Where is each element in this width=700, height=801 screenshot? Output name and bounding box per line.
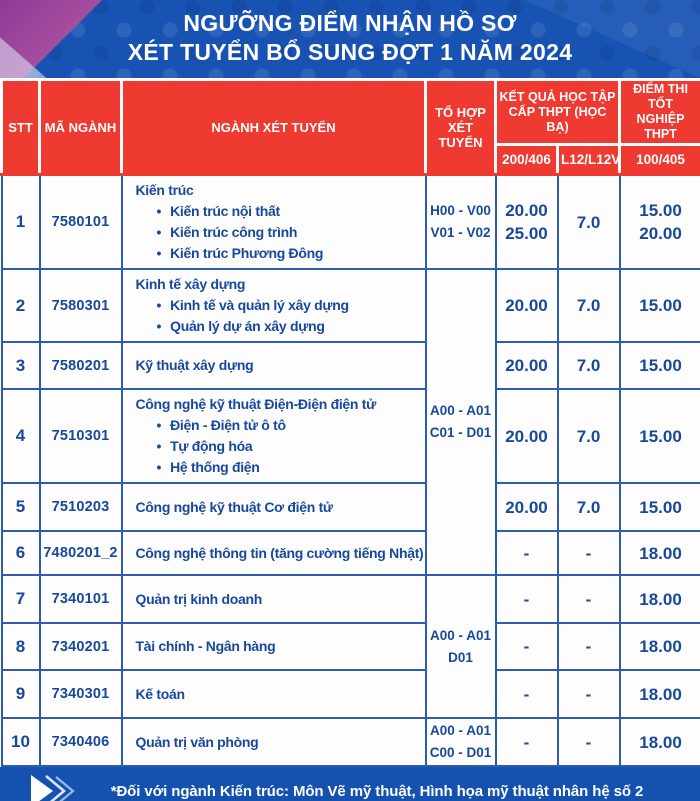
major-name: Công nghệ kỹ thuật Cơ điện tử	[135, 498, 333, 515]
major-sub-item	[136, 457, 423, 478]
cell-line: 7.0	[576, 296, 601, 315]
major-name: Công nghệ kỹ thuật Điện-Điện điện tử	[135, 396, 376, 412]
col-header-200-406: 200/406	[496, 145, 558, 175]
cell-line: -	[585, 684, 592, 704]
cell-line: 7.0	[576, 426, 601, 446]
major-name: Kiến trúc	[135, 182, 194, 198]
col-header-100-405: 100/405	[620, 145, 700, 175]
col-header-thi-group: ĐIỂM THI TỐT NGHIỆP THPT	[620, 80, 700, 145]
bullet-icon: •	[156, 417, 162, 433]
score-100-405-cell	[620, 718, 700, 766]
tohop-cell	[426, 269, 496, 575]
stt-cell: 9	[2, 670, 40, 718]
score-100-405-cell	[620, 670, 700, 718]
cell-line: V01 - V02	[430, 225, 491, 240]
score-100-405-cell	[620, 623, 700, 670]
col-header-tohop: TỔ HỢP XÉT TUYỂN	[426, 80, 496, 175]
tohop-cell	[426, 575, 496, 718]
table-row	[2, 718, 700, 766]
score-200-406-cell	[496, 623, 558, 670]
major-name: Kỹ thuật xây dựng	[135, 357, 254, 373]
table-header	[2, 80, 700, 175]
major-code-cell: 7340301	[40, 670, 122, 718]
major-cell	[122, 175, 426, 270]
major-sub-item	[136, 222, 423, 243]
cell-line: -	[585, 589, 592, 609]
score-100-405-cell	[620, 342, 700, 389]
score-100-405-cell	[620, 575, 700, 623]
major-code-cell: 7340101	[40, 575, 122, 623]
score-200-406-cell	[496, 389, 558, 483]
tohop-cell	[426, 175, 496, 270]
score-l12-l12v-cell	[558, 175, 620, 270]
score-100-405-cell	[620, 175, 700, 270]
major-sub-label: Kinh tế và quản lý xây dựng	[170, 297, 349, 313]
cell-line: 7.0	[576, 356, 601, 375]
major-sub-label: Hệ thống điện	[170, 459, 260, 475]
col-header-major: NGÀNH XÉT TUYỂN	[122, 80, 426, 175]
major-name: Kinh tế xây dựng	[135, 276, 246, 292]
major-sub-label: Kiến trúc Phương Đông	[170, 245, 324, 261]
major-sub-item	[136, 201, 423, 222]
cell-line: 20.00	[505, 296, 548, 315]
major-code-cell: 7510203	[40, 483, 122, 531]
bullet-icon: •	[156, 224, 162, 240]
major-cell	[122, 718, 426, 766]
table-row	[2, 342, 700, 389]
cell-line: -	[523, 684, 530, 704]
major-cell	[122, 531, 426, 575]
score-l12-l12v-cell	[558, 342, 620, 389]
score-200-406-cell	[496, 342, 558, 389]
cell-line: 20.00	[505, 356, 548, 375]
major-name: Kế toán	[135, 685, 185, 702]
cell-line: -	[523, 637, 530, 656]
cell-line: 18.00	[639, 543, 682, 563]
cell-line: -	[585, 543, 592, 563]
page-title-line1: NGƯỠNG ĐIỂM NHẬN HỒ SƠ	[183, 10, 517, 36]
col-header-code: MÃ NGÀNH	[40, 80, 122, 175]
major-sub-item	[136, 295, 423, 316]
stt-cell: 4	[2, 389, 40, 483]
major-name: Công nghệ thông tin (tăng cường tiếng Nhật)	[135, 544, 424, 561]
major-cell	[122, 389, 426, 483]
bullet-icon: •	[156, 438, 162, 454]
cell-line: -	[523, 732, 530, 752]
major-sub-label: Điện - Điện tử ô tô	[170, 417, 286, 433]
major-cell	[122, 342, 426, 389]
page-title-line2: XÉT TUYỂN BỔ SUNG ĐỢT 1 NĂM 2024	[127, 39, 573, 65]
stt-cell: 6	[2, 531, 40, 575]
stt-cell: 8	[2, 623, 40, 670]
table-row	[2, 623, 700, 670]
cell-line: C00 - D01	[429, 745, 492, 760]
cell-line: -	[585, 732, 592, 752]
cell-line: 18.00	[639, 589, 682, 609]
major-code-cell: 7580101	[40, 175, 122, 270]
table-row	[2, 483, 700, 531]
score-l12-l12v-cell	[558, 269, 620, 342]
cell-line: 15.00	[639, 426, 682, 446]
score-200-406-cell	[496, 483, 558, 531]
score-l12-l12v-cell	[558, 670, 620, 718]
table-row	[2, 531, 700, 575]
cell-line: 25.00	[505, 224, 548, 243]
major-code-cell: 7580301	[40, 269, 122, 342]
stt-cell: 2	[2, 269, 40, 342]
cell-line: H00 - V00	[430, 203, 491, 218]
bullet-icon: •	[156, 245, 162, 261]
stt-cell: 7	[2, 575, 40, 623]
cell-line: 7.0	[576, 212, 601, 232]
cell-line: 7.0	[576, 497, 601, 517]
table-row	[2, 175, 700, 270]
score-l12-l12v-cell	[558, 575, 620, 623]
major-cell	[122, 670, 426, 718]
bullet-icon: •	[156, 318, 162, 334]
footnote-bar	[0, 767, 700, 801]
score-200-406-cell	[496, 575, 558, 623]
cell-line: 18.00	[639, 732, 682, 752]
col-header-hocba-group: KẾT QUẢ HỌC TẬP CẤP THPT (HỌC BẠ)	[496, 80, 620, 145]
major-code-cell: 7580201	[40, 342, 122, 389]
stt-cell: 10	[2, 718, 40, 766]
major-sub-label: Quản lý dự án xây dựng	[170, 318, 325, 334]
major-code-cell: 7340406	[40, 718, 122, 766]
score-100-405-cell	[620, 483, 700, 531]
major-cell	[122, 623, 426, 670]
score-200-406-cell	[496, 269, 558, 342]
score-100-405-cell	[620, 269, 700, 342]
major-code-cell: 7480201_2	[40, 531, 122, 575]
major-name: Quản trị văn phòng	[135, 733, 259, 750]
col-header-stt: STT	[2, 80, 40, 175]
major-cell	[122, 483, 426, 531]
major-code-cell: 7340201	[40, 623, 122, 670]
table-row	[2, 269, 700, 342]
major-cell	[122, 269, 426, 342]
stt-cell: 3	[2, 342, 40, 389]
major-sub-label: Tự động hóa	[170, 438, 253, 454]
table-body	[2, 175, 700, 767]
score-l12-l12v-cell	[558, 531, 620, 575]
table-row	[2, 670, 700, 718]
stt-cell: 5	[2, 483, 40, 531]
cell-line: A00 - A01	[429, 403, 492, 418]
cell-line: C01 - D01	[429, 425, 492, 440]
major-sub-label: Kiến trúc công trình	[170, 224, 298, 240]
bullet-icon: •	[156, 459, 162, 475]
cell-line: -	[523, 589, 530, 609]
score-200-406-cell	[496, 531, 558, 575]
cell-line: -	[585, 637, 592, 656]
major-sub-item	[136, 243, 423, 264]
major-cell	[122, 575, 426, 623]
cell-line: 15.00	[639, 296, 682, 315]
cell-line: A00 - A01	[429, 627, 492, 643]
score-200-406-cell	[496, 670, 558, 718]
admission-score-table	[0, 78, 700, 767]
cell-line: A00 - A01	[429, 723, 492, 738]
stt-cell: 1	[2, 175, 40, 270]
major-sub-item	[136, 415, 423, 436]
major-sub-item	[136, 436, 423, 457]
cell-line: 20.00	[505, 426, 548, 446]
major-code-cell: 7510301	[40, 389, 122, 483]
cell-line: 20.00	[505, 497, 548, 517]
cell-line: -	[523, 543, 530, 563]
major-name: Quản trị kinh doanh	[135, 590, 263, 607]
cell-line: 20.00	[505, 201, 548, 220]
table-row	[2, 575, 700, 623]
cell-line: 20.00	[639, 224, 682, 243]
cell-line: 15.00	[639, 201, 682, 220]
major-sub-item	[136, 316, 423, 337]
score-l12-l12v-cell	[558, 483, 620, 531]
score-100-405-cell	[620, 389, 700, 483]
bullet-icon: •	[156, 203, 162, 219]
page-header	[0, 0, 700, 78]
score-l12-l12v-cell	[558, 389, 620, 483]
cell-line: 18.00	[639, 637, 682, 656]
tohop-cell	[426, 718, 496, 766]
page-title	[0, 0, 700, 67]
double-arrow-icon	[28, 772, 80, 801]
major-sub-label: Kiến trúc nội thất	[170, 203, 280, 219]
footnote-text: *Đối với ngành Kiến trúc: Môn Vẽ mỹ thuật, Hình họa mỹ thuật nhân hệ số 2	[110, 782, 644, 800]
score-200-406-cell	[496, 718, 558, 766]
cell-line: D01	[448, 649, 473, 665]
score-200-406-cell	[496, 175, 558, 270]
major-name: Tài chính - Ngân hàng	[135, 638, 276, 654]
col-header-l12-l12v: L12/L12V	[558, 145, 620, 175]
cell-line: 18.00	[639, 684, 682, 704]
bullet-icon: •	[156, 297, 162, 313]
table-row	[2, 389, 700, 483]
score-l12-l12v-cell	[558, 718, 620, 766]
cell-line: 15.00	[639, 356, 682, 375]
cell-line: 15.00	[639, 497, 682, 517]
score-l12-l12v-cell	[558, 623, 620, 670]
score-100-405-cell	[620, 531, 700, 575]
